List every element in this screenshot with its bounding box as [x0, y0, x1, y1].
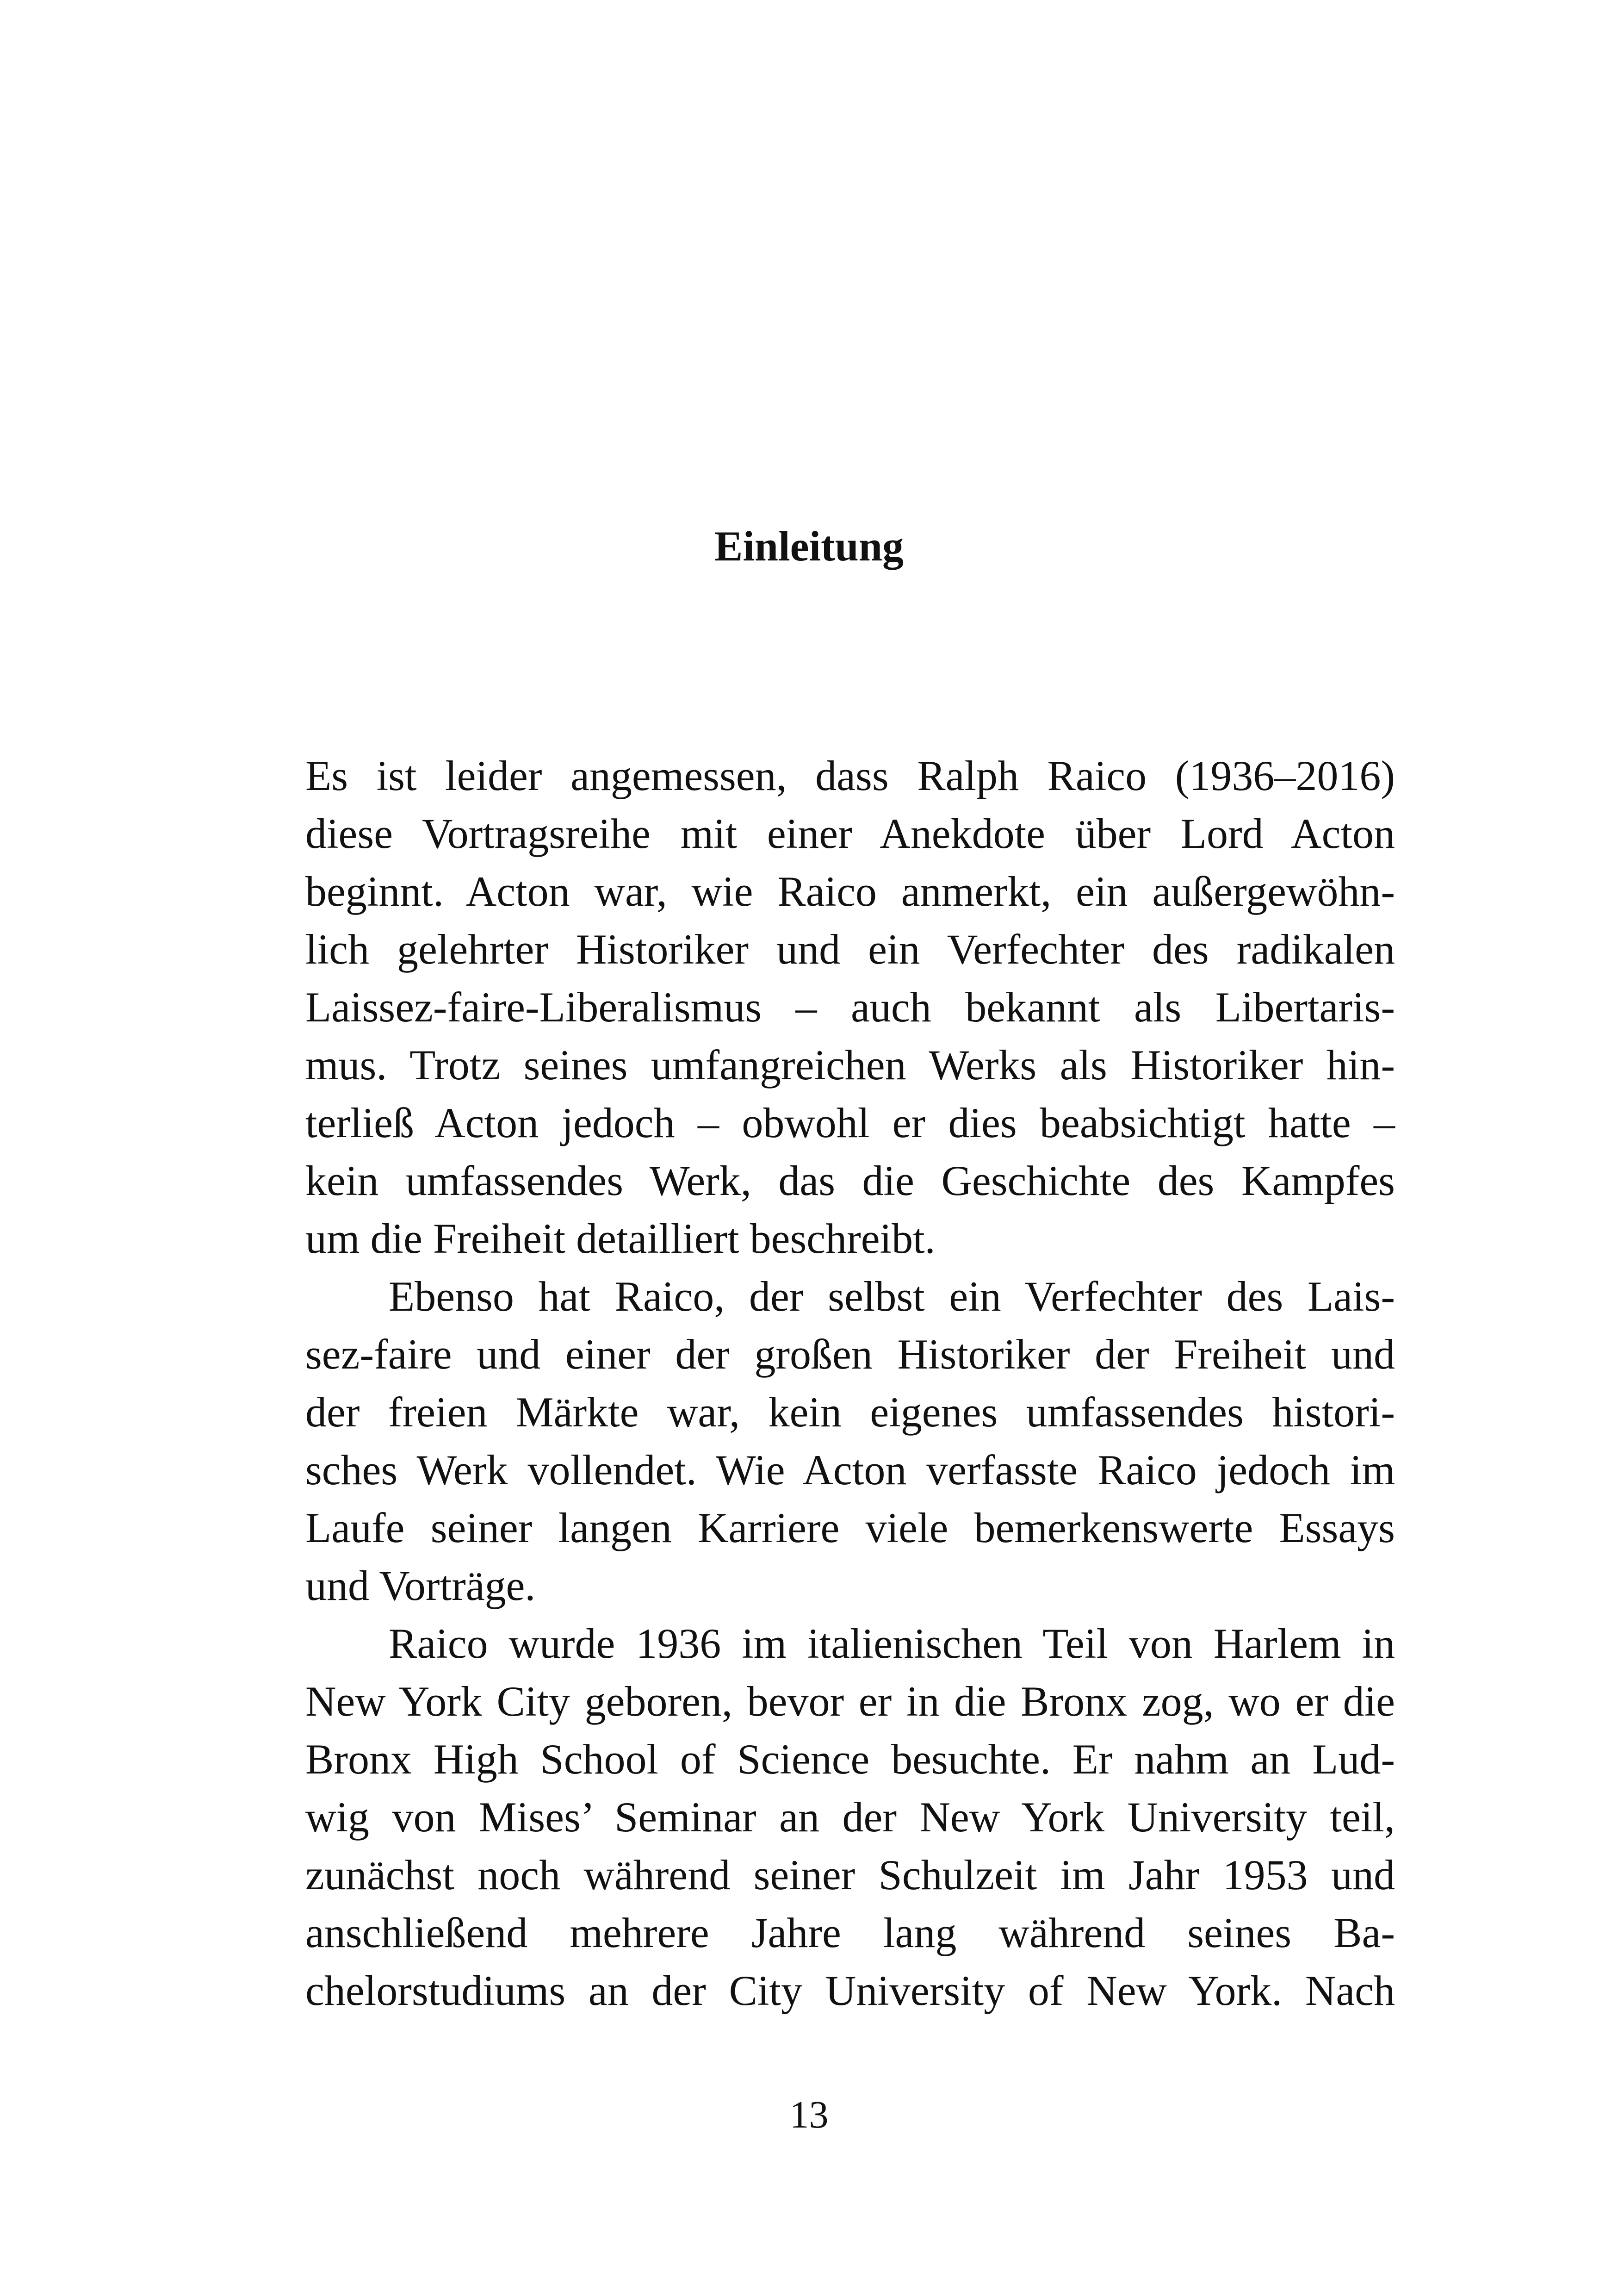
- text-line: wig von Mises’ Seminar an der New York University teil,: [305, 1793, 1395, 1841]
- text-line: zunächst noch während seiner Schulzeit im Jahr 1953 und: [305, 1851, 1395, 1898]
- paragraph-1: [305, 747, 1395, 1268]
- text-line: Es ist leider angemessen, dass Ralph Raico (1936–2016): [305, 752, 1395, 799]
- text-line: Raico wurde 1936 im italienischen Teil von Harlem in: [389, 1620, 1395, 1667]
- text-line: der freien Märkte war, kein eigenes umfassendes histori-: [305, 1388, 1395, 1436]
- text-line: um die Freiheit detailliert beschreibt.: [305, 1215, 936, 1262]
- text-line: Laissez-faire-Liberalismus – auch bekannt als Libertaris-: [305, 983, 1395, 1031]
- text-line: Bronx High School of Science besuchte. Er nahm an Lud-: [305, 1736, 1395, 1783]
- text-line: beginnt. Acton war, wie Raico anmerkt, ein außergewöhn-: [305, 868, 1395, 915]
- text-line: lich gelehrter Historiker und ein Verfechter des radikalen: [305, 926, 1395, 973]
- text-line: sches Werk vollendet. Wie Acton verfasste Raico jedoch im: [305, 1446, 1395, 1493]
- text-line: Ebenso hat Raico, der selbst ein Verfechter des Lais-: [389, 1273, 1395, 1320]
- text-line: chelorstudiums an der City University of New York. Nach: [305, 1967, 1395, 2014]
- text-line: anschließend mehrere Jahre lang während seines Ba-: [305, 1909, 1395, 1956]
- text-line: und Vorträge.: [305, 1562, 536, 1609]
- text-line: sez-faire und einer der großen Historiker der Freiheit und: [305, 1331, 1395, 1378]
- paragraph-2: [305, 1268, 1395, 1615]
- text-line: kein umfassendes Werk, das die Geschichte des Kampfes: [305, 1157, 1395, 1204]
- text-line: New York City geboren, bevor er in die Bronx zog, wo er die: [305, 1678, 1395, 1725]
- text-line: diese Vortragsreihe mit einer Anekdote über Lord Acton: [305, 810, 1395, 857]
- text-line: terließ Acton jedoch – obwohl er dies beabsichtigt hatte –: [305, 1099, 1395, 1146]
- text-line: mus. Trotz seines umfangreichen Werks als Historiker hin-: [305, 1041, 1395, 1089]
- page-number: 13: [789, 2093, 829, 2136]
- chapter-title: Einleitung: [714, 523, 904, 570]
- body-text: [305, 747, 1395, 2020]
- text-line: Laufe seiner langen Karriere viele bemerkenswerte Essays: [305, 1504, 1395, 1551]
- paragraph-3: [305, 1615, 1395, 2020]
